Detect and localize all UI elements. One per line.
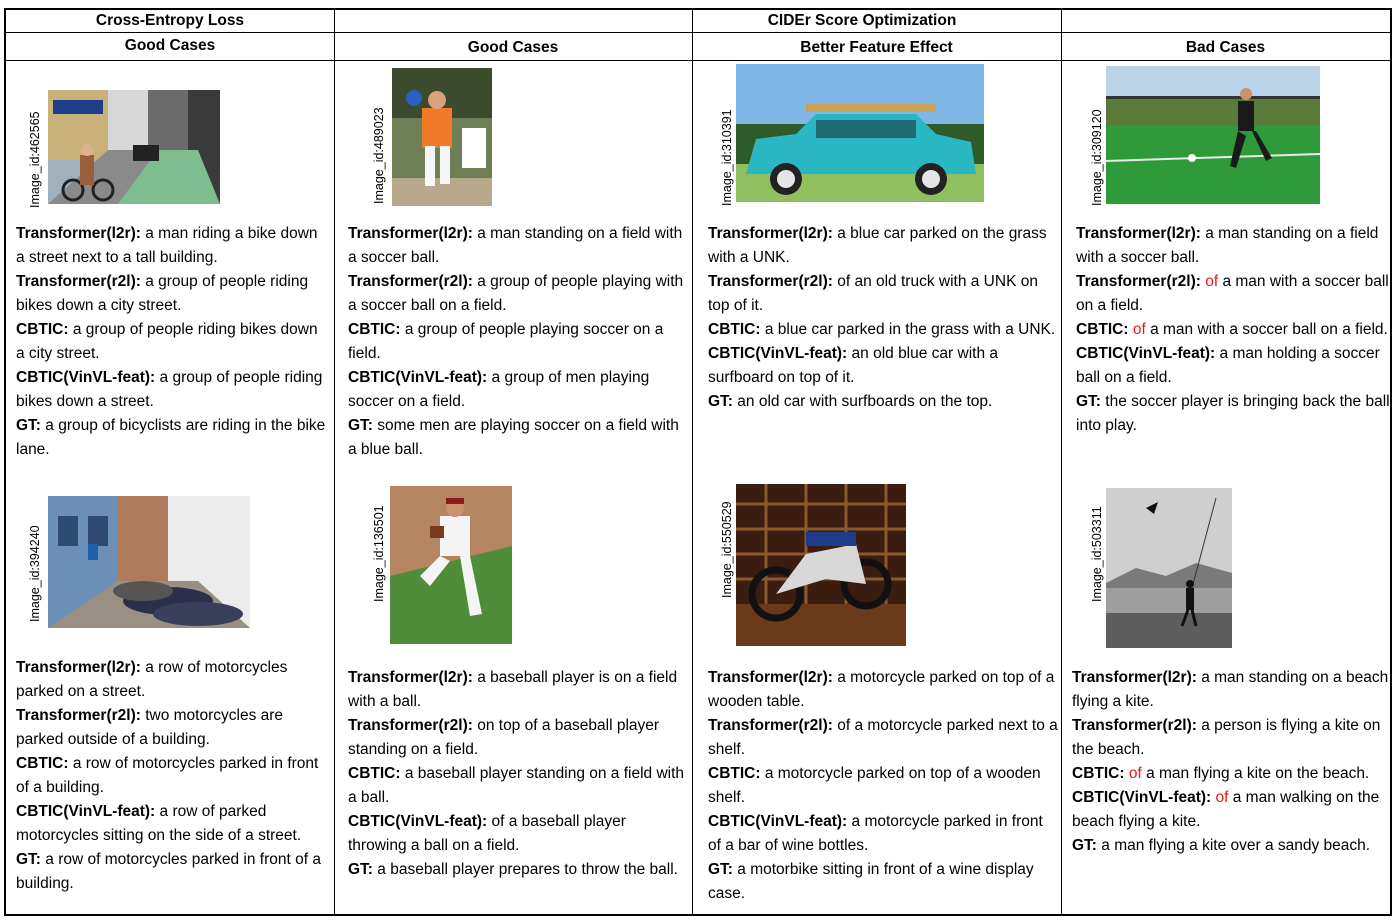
label-vinvl: CBTIC(VinVL-feat):: [708, 813, 848, 830]
caption-cbtic: a blue car parked in the grass with a UNK.: [760, 321, 1056, 338]
caption-vinvl: a group of people riding bikes down a street.: [16, 369, 323, 410]
label-r2l: Transformer(r2l):: [1076, 273, 1201, 290]
label-gt: GT:: [348, 417, 373, 434]
caption-vinvl: of a baseball player throwing a ball on a field.: [348, 813, 626, 854]
label-gt: GT:: [16, 417, 41, 434]
caption-l2r: a man riding a bike down a street next to a tall building.: [16, 225, 318, 266]
label-l2r: Transformer(l2r):: [348, 225, 473, 242]
header-divider-top: [334, 32, 1390, 33]
caption-block: [708, 666, 1058, 906]
caption-cbtic: a baseball player standing on a field with a ball.: [348, 765, 685, 806]
label-l2r: Transformer(l2r):: [1072, 669, 1197, 686]
label-cbtic: CBTIC:: [708, 321, 761, 338]
caption-l2r: a row of motorcycles parked on a street.: [16, 659, 288, 700]
caption-block: [16, 222, 328, 462]
header-cross-entropy: Cross-Entropy Loss: [95, 12, 245, 29]
label-cbtic: CBTIC:: [1076, 321, 1129, 338]
label-vinvl: CBTIC(VinVL-feat):: [1076, 345, 1216, 362]
caption-block: [348, 222, 688, 462]
label-r2l: Transformer(r2l):: [708, 717, 833, 734]
header-good-cases-1: Good Cases: [124, 37, 216, 54]
label-vinvl: CBTIC(VinVL-feat):: [348, 369, 488, 386]
caption-block: [16, 656, 334, 896]
caption-block: [708, 222, 1058, 414]
column-divider-3: [1061, 10, 1062, 914]
label-cbtic: CBTIC:: [348, 321, 401, 338]
caption-l2r: a blue car parked on the grass with a UNK.: [708, 225, 1047, 266]
label-vinvl: CBTIC(VinVL-feat):: [1072, 789, 1212, 806]
motorcycle-wine-photo: [736, 484, 906, 646]
header-cider: CIDEr Score Optimization: [767, 12, 957, 29]
caption-r2l: of a motorcycle parked next to a shelf.: [708, 717, 1058, 758]
label-gt: GT:: [708, 393, 733, 410]
label-l2r: Transformer(l2r):: [1076, 225, 1201, 242]
caption-gt: a row of motorcycles parked in front of a building.: [16, 851, 321, 892]
caption-block: [1076, 222, 1394, 438]
label-gt: GT:: [1076, 393, 1101, 410]
caption-cbtic: a man with a soccer ball on a field.: [1145, 321, 1388, 338]
caption-r2l: a person is flying a kite on the beach.: [1072, 717, 1381, 758]
caption-vinvl: a motorcycle parked in front of a bar of wine bottles.: [708, 813, 1043, 854]
label-cbtic: CBTIC:: [16, 755, 69, 772]
label-l2r: Transformer(l2r):: [348, 669, 473, 686]
caption-vinvl: a row of parked motorcycles sitting on the side of a street.: [16, 803, 302, 844]
blue-car-photo: [736, 64, 984, 202]
caption-l2r: a man standing on a field with a soccer ball.: [348, 225, 683, 266]
label-l2r: Transformer(l2r):: [16, 225, 141, 242]
caption-cbtic: a man flying a kite on the beach.: [1141, 765, 1370, 782]
caption-vinvl: a man holding a soccer ball on a field.: [1076, 345, 1380, 386]
caption-cbtic: a group of people playing soccer on a field.: [348, 321, 664, 362]
caption-gt: a man flying a kite over a sandy beach.: [1096, 837, 1371, 854]
label-r2l: Transformer(r2l):: [16, 707, 141, 724]
caption-cbtic: a motorcycle parked on top of a wooden shelf.: [708, 765, 1041, 806]
label-l2r: Transformer(l2r):: [708, 225, 833, 242]
caption-gt: a motorbike sitting in front of a wine display case.: [708, 861, 1034, 902]
label-vinvl: CBTIC(VinVL-feat):: [16, 803, 156, 820]
caption-vinvl: an old blue car with a surfboard on top of it.: [708, 345, 999, 386]
caption-vinvl: a man walking on the beach flying a kite.: [1072, 789, 1380, 830]
label-vinvl: CBTIC(VinVL-feat):: [348, 813, 488, 830]
header-divider-bottom: [6, 60, 1390, 61]
caption-cbtic-highlight: of: [1124, 765, 1142, 782]
label-gt: GT:: [16, 851, 41, 868]
label-gt: GT:: [1072, 837, 1097, 854]
caption-cbtic: a row of motorcycles parked in front of a building.: [16, 755, 319, 796]
label-r2l: Transformer(r2l):: [1072, 717, 1197, 734]
caption-cbtic-highlight: of: [1128, 321, 1146, 338]
header-better-feature: Better Feature Effect: [800, 39, 953, 56]
caption-l2r: a man standing on a field with a soccer ball.: [1076, 225, 1379, 266]
caption-l2r: a baseball player is on a field with a ball.: [348, 669, 678, 710]
header-divider-left: [6, 32, 334, 33]
image-id-label: Image_id:503311: [1090, 506, 1104, 602]
label-l2r: Transformer(l2r):: [16, 659, 141, 676]
column-divider-1: [334, 10, 335, 914]
label-vinvl: CBTIC(VinVL-feat):: [708, 345, 848, 362]
label-r2l: Transformer(r2l):: [348, 273, 473, 290]
soccer-field-photo: [1106, 66, 1320, 204]
caption-gt: the soccer player is bringing back the ball into play.: [1076, 393, 1390, 434]
label-r2l: Transformer(r2l):: [708, 273, 833, 290]
caption-gt: a baseball player prepares to throw the ball.: [372, 861, 678, 878]
label-cbtic: CBTIC:: [16, 321, 69, 338]
caption-vinvl: a group of men playing soccer on a field.: [348, 369, 650, 410]
label-r2l: Transformer(r2l):: [348, 717, 473, 734]
label-gt: GT:: [348, 861, 373, 878]
label-cbtic: CBTIC:: [348, 765, 401, 782]
label-gt: GT:: [708, 861, 733, 878]
image-id-label: Image_id:462565: [28, 111, 42, 208]
image-id-label: Image_id:310391: [720, 109, 734, 206]
header-bad-cases: Bad Cases: [1185, 39, 1266, 56]
figure-table: [4, 8, 1392, 916]
label-cbtic: CBTIC:: [1072, 765, 1125, 782]
caption-vinvl-highlight: of: [1211, 789, 1229, 806]
image-id-label: Image_id:489023: [372, 107, 386, 204]
image-id-label: Image_id:394240: [28, 525, 42, 622]
soccer-players-photo: [392, 68, 492, 206]
label-l2r: Transformer(l2r):: [708, 669, 833, 686]
image-id-label: Image_id:136501: [372, 505, 386, 602]
caption-r2l: a man with a soccer ball on a field.: [1076, 273, 1389, 314]
beach-kite-photo: [1106, 488, 1232, 648]
caption-r2l: of an old truck with a UNK on top of it.: [708, 273, 1038, 314]
header-good-cases-2: Good Cases: [467, 39, 559, 56]
caption-block: [1072, 666, 1394, 858]
label-vinvl: CBTIC(VinVL-feat):: [16, 369, 156, 386]
caption-cbtic: a group of people riding bikes down a city street.: [16, 321, 318, 362]
image-id-label: Image_id:550529: [720, 501, 734, 598]
caption-l2r: a motorcycle parked on top of a wooden table.: [708, 669, 1055, 710]
caption-r2l-highlight: of: [1200, 273, 1219, 290]
caption-r2l: a group of people playing with a soccer ball on a field.: [348, 273, 684, 314]
caption-gt: a group of bicyclists are riding in the bike lane.: [16, 417, 326, 458]
label-r2l: Transformer(r2l):: [16, 273, 141, 290]
caption-r2l: two motorcycles are parked outside of a building.: [16, 707, 284, 748]
baseball-pitcher-photo: [390, 486, 512, 644]
caption-l2r: a man standing on a beach flying a kite.: [1072, 669, 1389, 710]
column-divider-2: [692, 10, 693, 914]
caption-r2l: a group of people riding bikes down a city street.: [16, 273, 309, 314]
caption-r2l: on top of a baseball player standing on a field.: [348, 717, 660, 758]
caption-gt: some men are playing soccer on a field with a blue ball.: [348, 417, 679, 458]
caption-block: [348, 666, 688, 882]
caption-gt: an old car with surfboards on the top.: [732, 393, 993, 410]
image-id-label: Image_id:309120: [1090, 109, 1104, 206]
street-bikes-photo: [48, 90, 220, 204]
label-cbtic: CBTIC:: [708, 765, 761, 782]
motorcycles-alley-photo: [48, 496, 250, 628]
